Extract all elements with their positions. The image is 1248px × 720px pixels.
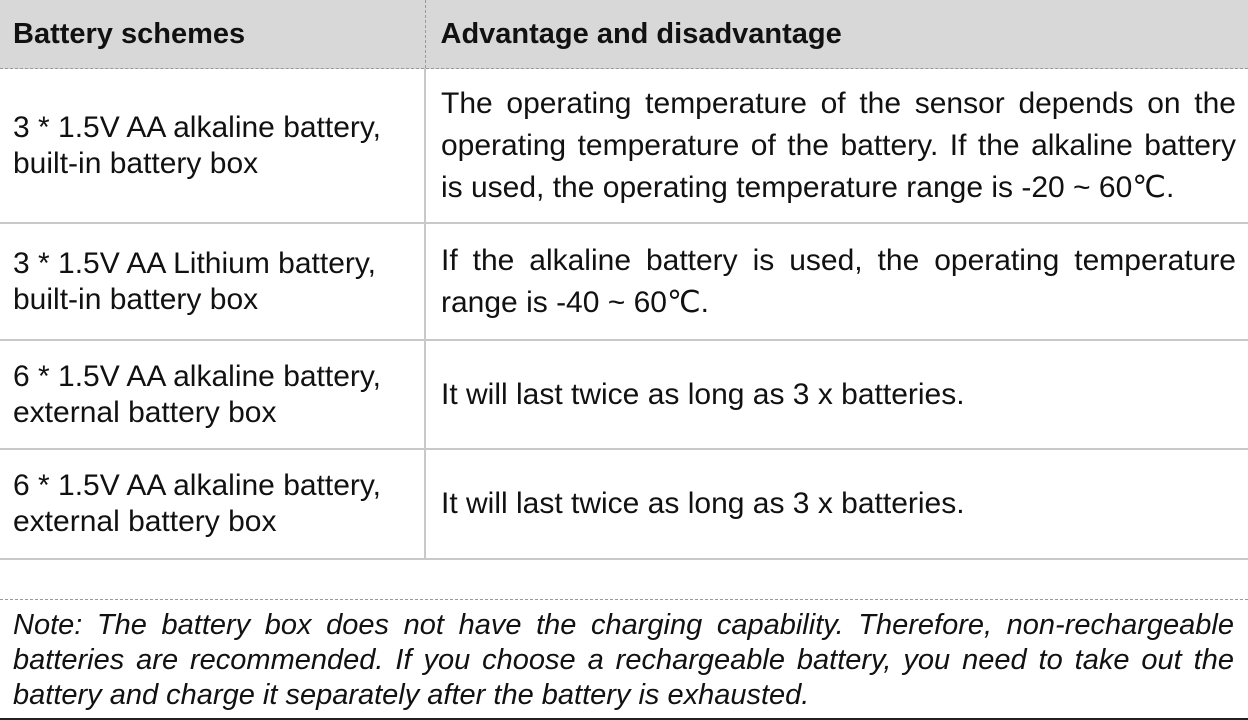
- advantage-text: It will last twice as long as 3 x batteries.: [441, 487, 965, 520]
- battery-scheme-cell: 3 * 1.5V AA alkaline battery, built-in battery box: [0, 69, 425, 224]
- battery-scheme-cell: 6 * 1.5V AA alkaline battery, external battery box: [0, 340, 425, 449]
- column-header-battery-schemes: Battery schemes: [0, 0, 425, 69]
- advantage-cell: [425, 223, 1248, 340]
- advantage-text: The operating temperature of the sensor depends on the operating temperature of the battery. If the alkaline battery is used, the operating temperature range is -20 ~ 60℃.: [441, 86, 1236, 204]
- battery-scheme-cell: 3 * 1.5V AA Lithium battery, built-in battery box: [0, 223, 425, 340]
- note-text: Note: The battery box does not have the charging capability. Therefore, non-rechargeable batteries are recommended. If you choose a rechargeable battery, you need to take out the battery and charge it separately after the battery is exhausted.: [13, 609, 1234, 711]
- column-header-advantage: Advantage and disadvantage: [425, 0, 1248, 69]
- table-row: [0, 223, 1248, 340]
- battery-scheme-cell: 6 * 1.5V AA alkaline battery, external battery box: [0, 449, 425, 559]
- advantage-text: It will last twice as long as 3 x batteries.: [441, 377, 965, 411]
- table-row: [0, 340, 1248, 449]
- advantage-cell: [425, 69, 1248, 224]
- table-row: [0, 449, 1248, 559]
- table-header-row: [0, 0, 1248, 69]
- note-box: [0, 599, 1248, 720]
- table-row: [0, 69, 1248, 224]
- advantage-text: If the alkaline battery is used, the operating temperature range is -40 ~ 60℃.: [441, 243, 1236, 319]
- advantage-cell: [425, 449, 1248, 559]
- advantage-cell: [425, 340, 1248, 449]
